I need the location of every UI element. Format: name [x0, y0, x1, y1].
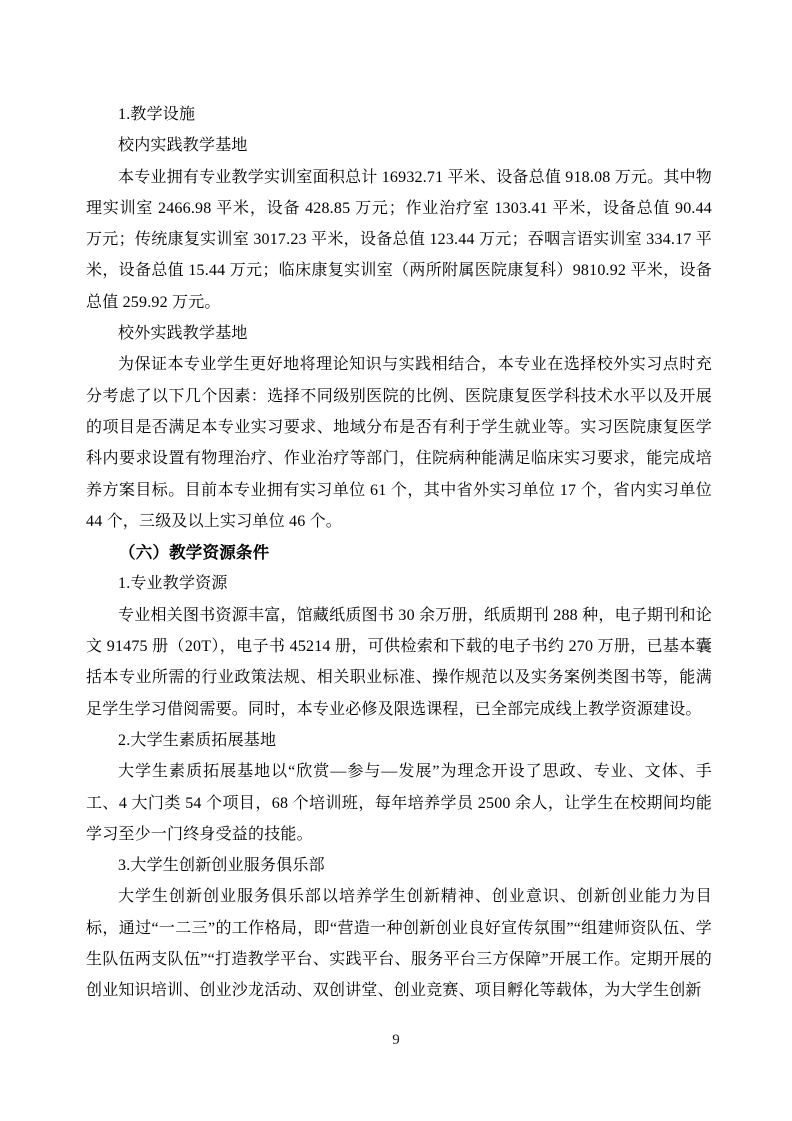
body-paragraph: 大学生创新创业服务俱乐部以培养学生创新精神、创业意识、创新创业能力为目标，通过“一二三”的工作格局，即“营造一种创新创业良好宣传氛围”“组建师资队伍、学生队伍两支队伍”“打造教学平台、实践平台、服务平台三方保障”开展工作。定期开展的创业知识培训、创业沙龙活动、双创讲堂、创业竞赛、项目孵化等载体，为大学生创新: [86, 888, 712, 1000]
subheading-line: 2.大学生素质拓展基地: [118, 731, 277, 749]
subheading-line: 3.大学生创新创业服务俱乐部: [118, 857, 325, 875]
subheading-line: 1.专业教学资源: [118, 575, 228, 593]
subheading-line: 校外实践教学基地: [118, 325, 248, 343]
subheading-line: 校内实践教学基地: [118, 137, 248, 155]
subheading-line: 1.教学设施: [118, 106, 196, 123]
body-paragraph: 本专业拥有专业教学实训室面积总计 16932.71 平米、设备总值 918.08 万元。其中物理实训室 2466.98 平米，设备 428.85 万元；作业治疗室 1303.41 平米，设备总值 90.44 万元；传统康复实训室 3017.23 平米，设备总值 123.44 万元；吞咽言语实训室 334.17 平米，设备总值 15.44 万元；临床康复实训室（两所附属医院康复科）9810.92 平米，设备总值 259.92 万元。: [86, 168, 712, 311]
page-number: 9: [392, 1032, 400, 1048]
body-paragraph: 大学生素质拓展基地以“欣赏—参与—发展”为理念开设了思政、专业、文体、手工、4 大门类 54 个项目，68 个培训班，每年培养学员 2500 余人，让学生在校期间均能学习至少一门终身受益的技能。: [86, 763, 712, 843]
page-body: [86, 99, 712, 1007]
section-heading: （六）教学资源条件: [119, 543, 270, 563]
body-paragraph: 为保证本专业学生更好地将理论知识与实践相结合，本专业在选择校外实习点时充分考虑了以下几个因素：选择不同级别医院的比例、医院康复医学科技术水平以及开展的项目是否满足本专业实习要求、地域分布是否有利于学生就业等。实习医院康复医学科内要求设置有物理治疗、作业治疗等部门，住院病种能满足临床实习要求，能完成培养方案目标。目前本专业拥有实习单位 61 个，其中省外实习单位 17 个，省内实习单位 44 个，三级及以上实习单位 46 个。: [86, 356, 712, 530]
body-paragraph: 专业相关图书资源丰富，馆藏纸质图书 30 余万册，纸质期刊 288 种，电子期刊和论文 91475 册（20T），电子书 45214 册，可供检索和下载的电子书约 270 万册，已基本囊括本专业所需的行业政策法规、相关职业标准、操作规范以及实务案例类图书等，能满足学生学习借阅需要。同时，本专业必修及限选课程，已全部完成线上教学资源建设。: [86, 606, 712, 718]
